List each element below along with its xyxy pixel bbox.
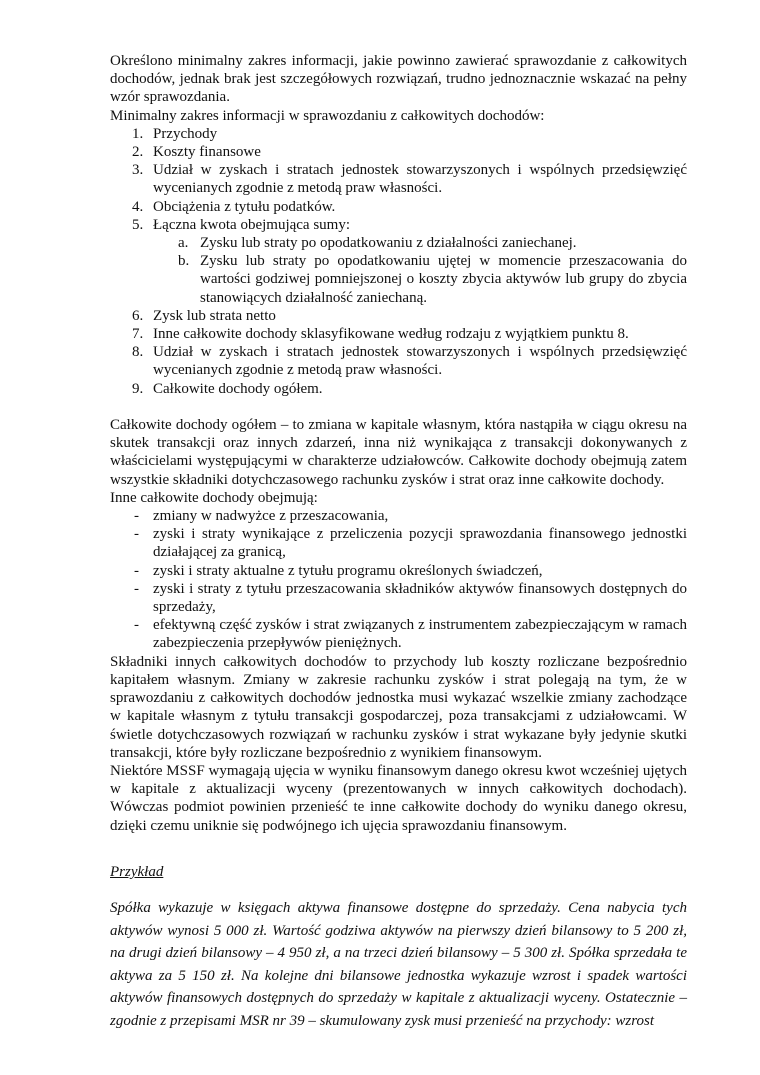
dash-item-text: zyski i straty aktualne z tytułu programu określonych świadczeń, xyxy=(153,562,543,579)
info-scope-list xyxy=(110,125,687,398)
sub-list-letter: a. xyxy=(178,235,189,252)
dash-bullet: - xyxy=(134,526,139,543)
dash-list-item xyxy=(110,562,687,580)
list-item-text: Obciążenia z tytułu podatków. xyxy=(153,198,336,215)
dash-item-text: efektywną część zysków i strat związanych z instrumentem zabezpieczającym w ramach zabezpieczenia przepływów pieniężnych. xyxy=(153,617,687,652)
dash-bullet: - xyxy=(134,508,139,525)
list-item xyxy=(110,380,687,398)
list-item xyxy=(110,198,687,216)
sub-list-letter: b. xyxy=(178,253,190,270)
list-item-text: Łączna kwota obejmująca sumy: xyxy=(153,216,351,233)
list-item xyxy=(110,143,687,161)
list-item xyxy=(110,216,687,234)
dash-list-item xyxy=(110,525,687,561)
list-item-text: Zysk lub strata netto xyxy=(153,307,276,324)
sub-list-item-text: Zysku lub straty po opodatkowaniu ujętej w momencie przeszacowania do wartości godziwej pomniejszonej o koszty zbycia aktywów lub grupy do zbycia stanowiących działalność zaniechaną. xyxy=(200,253,687,306)
sub-list-item xyxy=(110,252,687,307)
dash-list-item xyxy=(110,616,687,652)
paragraph-gap xyxy=(110,398,687,416)
list-number: 6. xyxy=(132,307,144,324)
paragraph-gap xyxy=(110,835,687,853)
components-paragraph: Składniki innych całkowitych dochodów to przychody lub koszty rozliczane bezpośrednio kapitałem własnym. Zmiany w zakresie rachunku zysków i strat polegają na tym, że w sprawozdaniu z całkowitych dochodów jednostka musi wykazać wszelkie zmiany zachodzące w kapitale własnym z tytułu transakcji gospodarczej, poza transakcjami z udziałowcami. W świetle dotychczasowych rozwiązań w rachunku zysków i strat wykazane były jedynie skutki transakcji, które były rozliczane bezpośrednio z wynikiem finansowym. xyxy=(110,653,687,761)
total-income-paragraph: Całkowite dochody ogółem – to zmiana w kapitale własnym, która nastąpiła w ciągu okresu na skutek transakcji oraz innych zdarzeń, inna niż wynikająca z transakcji dokonywanych z właścicielami występującymi w charakterze udziałowców. Całkowite dochody obejmują zatem wszystkie składniki dotychczasowego rachunku zysków i strat oraz inne całkowite dochody. xyxy=(110,417,687,488)
dash-item-text: zmiany w nadwyżce z przeszacowania, xyxy=(153,508,389,525)
list-item xyxy=(110,125,687,143)
list-item-text: Inne całkowite dochody sklasyfikowane według rodzaju z wyjątkiem punktu 8. xyxy=(153,326,629,343)
list-item xyxy=(110,307,687,325)
dash-list-item xyxy=(110,507,687,525)
example-paragraph: Spółka wykazuje w księgach aktywa finansowe dostępne do sprzedaży. Cena nabycia tych aktywów wynosi 5 000 zł. Wartość godziwa aktywów na pierwszy dzień bilansowy to 5 200 zł, na drugi dzień bilansowy – 4 950 zł, a na trzeci dzień bilansowy – 5 300 zł. Spółka sprzedała te aktywa za 5 150 zł. Na kolejne dni bilansowe jednostka wykazuje wzrost i spadek wartości aktywów finansowych dostępnych do sprzedaży w kapitale z aktualizacji wyceny. Ostatecznie – zgodnie z przepisami MSR nr 39 – skumulowany zysk musi przenieść na przychody: wzrost xyxy=(110,900,687,1030)
list-number: 4. xyxy=(132,198,144,215)
list-intro: Minimalny zakres informacji w sprawozdaniu z całkowitych dochodów: xyxy=(110,107,545,124)
list-number: 7. xyxy=(132,326,144,343)
list-item-text: Przychody xyxy=(153,125,218,142)
list-number: 3. xyxy=(132,162,144,179)
list-item xyxy=(110,161,687,197)
dash-bullet: - xyxy=(134,562,139,579)
list-item-text: Udział w zyskach i stratach jednostek stowarzyszonych i wspólnych przedsięwzięć wycenianych zgodnie z metodą praw własności. xyxy=(153,344,687,379)
list-item-text: Udział w zyskach i stratach jednostek stowarzyszonych i wspólnych przedsięwzięć wycenianych zgodnie z metodą praw własności. xyxy=(153,162,687,197)
other-income-list xyxy=(110,507,687,653)
dash-item-text: zyski i straty wynikające z przeliczenia pozycji sprawozdania finansowego jednostki działającej za granicą, xyxy=(153,526,687,561)
list-item xyxy=(110,325,687,343)
document-page xyxy=(110,52,687,1033)
list-number: 1. xyxy=(132,125,144,142)
list-number: 9. xyxy=(132,380,144,397)
list-item-text: Całkowite dochody ogółem. xyxy=(153,380,323,397)
list-item xyxy=(110,343,687,379)
list-item-text: Koszty finansowe xyxy=(153,144,261,161)
dash-bullet: - xyxy=(134,580,139,597)
dash-bullet: - xyxy=(134,617,139,634)
example-heading: Przykład xyxy=(110,863,164,880)
list-number: 2. xyxy=(132,144,144,161)
dash-list-item xyxy=(110,580,687,616)
sub-list-item xyxy=(110,234,687,252)
mssf-paragraph: Niektóre MSSF wymagają ujęcia w wyniku finansowym danego okresu kwot wcześniej ujętych w kapitale z aktualizacji wyceny (prezentowanych w innych całkowitych dochodach). Wówczas podmiot powinien przenieść te inne całkowite dochody do wyniku danego okresu, dzięki czemu uniknie się podwójnego ich ujęcia sprawozdaniu finansowym. xyxy=(110,762,687,834)
list-number: 5. xyxy=(132,216,144,233)
other-income-intro: Inne całkowite dochody obejmują: xyxy=(110,489,318,506)
sub-list-item-text: Zysku lub straty po opodatkowaniu z działalności zaniechanej. xyxy=(200,235,577,252)
intro-paragraph: Określono minimalny zakres informacji, jakie powinno zawierać sprawozdanie z całkowitych dochodów, jednak brak jest szczegółowych rozwiązań, trudno jednoznacznie wskazać na pełny wzór sprawozdania. xyxy=(110,53,687,106)
list-number: 8. xyxy=(132,344,144,361)
dash-item-text: zyski i straty z tytułu przeszacowania składników aktywów finansowych dostępnych do sprzedaży, xyxy=(153,580,687,616)
